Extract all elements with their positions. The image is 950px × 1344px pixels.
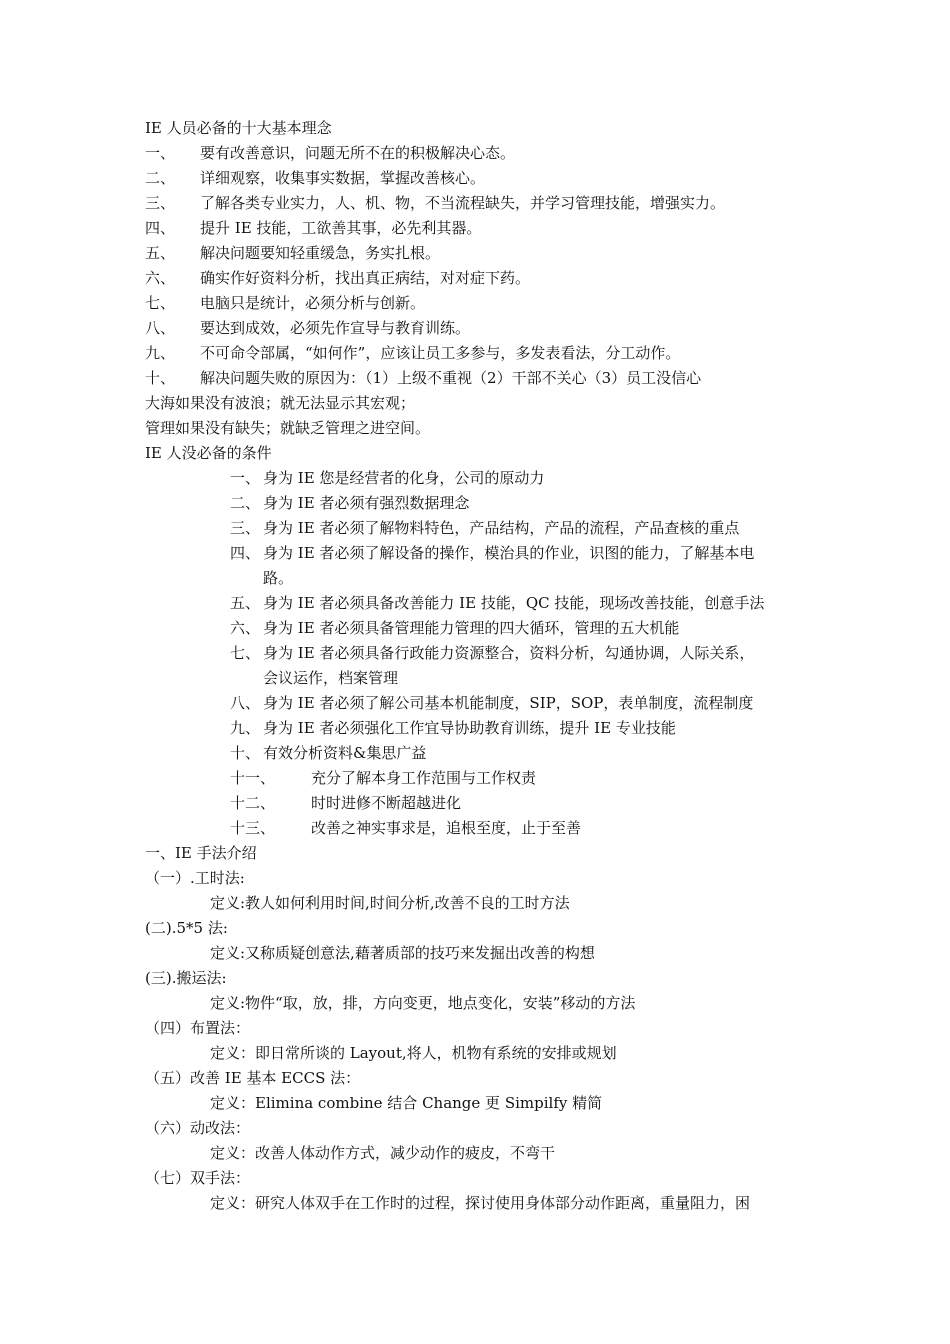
list-item-text: 不可命令部属，“如何作”，应该让员工多参与，多发表看法，分工动作。 — [200, 344, 681, 362]
list-item-number: 七、 — [230, 644, 261, 662]
list-item-number: 四、 — [145, 219, 176, 237]
list-item-number: 二、 — [230, 494, 261, 512]
list-item-text: 身为 IE 您是经营者的化身，公司的原动力 — [263, 469, 545, 487]
method-definition: 定义：即日常所谈的 Layout,将人，机物有系统的安排或规划 — [210, 1044, 617, 1062]
method-heading: (三).搬运法: — [145, 969, 227, 987]
list-item-text: 改善之神实事求是，追根至度，止于至善 — [311, 819, 582, 837]
method-heading: (二).5*5 法: — [145, 919, 228, 937]
list-item-text: 要达到成效，必须先作宣导与教育训练。 — [200, 319, 471, 337]
method-definition: 定义：Elimina combine 结合 Change 更 Simpilfy 精简 — [210, 1094, 603, 1112]
list-item-continuation: 路。 — [263, 569, 294, 587]
list-item-text: 电脑只是统计，必须分析与创新。 — [200, 294, 426, 312]
method-heading: （七）双手法： — [145, 1169, 251, 1187]
list-item-number: 八、 — [145, 319, 176, 337]
list-item-text: 充分了解本身工作范围与工作权责 — [311, 769, 537, 787]
list-item-number: 五、 — [230, 594, 261, 612]
list-item-number: 十、 — [230, 744, 261, 762]
list-item-continuation: 会议运作，档案管理 — [263, 669, 399, 687]
list-item-text: 详细观察，收集事实数据，掌握改善核心。 — [200, 169, 486, 187]
method-heading: （五）改善 IE 基本 ECCS 法： — [145, 1069, 361, 1087]
list-item-text: 身为 IE 者必须有强烈数据理念 — [263, 494, 470, 512]
list-item-number: 十二、 — [230, 794, 276, 812]
list-item-number: 三、 — [230, 519, 261, 537]
method-definition: 定义:又称质疑创意法,藉著质部的技巧来发掘出改善的构想 — [210, 944, 595, 962]
list-item-text: 身为 IE 者必须了解公司基本机能制度，SIP，SOP，表单制度，流程制度 — [263, 694, 754, 712]
list-item-number: 十一、 — [230, 769, 276, 787]
section-title: 一、IE 手法介绍 — [145, 844, 257, 862]
list-item-number: 二、 — [145, 169, 176, 187]
list-item-text: 身为 IE 者必须具备改善能力 IE 技能，QC 技能，现场改善技能，创意手法 — [263, 594, 765, 612]
list-item-number: 十、 — [145, 369, 176, 387]
list-item-text: 了解各类专业实力，人、机、物，不当流程缺失，并学习管理技能，增强实力。 — [200, 194, 726, 212]
note-line: 大海如果没有波浪；就无法显示其宏观； — [145, 394, 416, 412]
list-item-number: 十三、 — [230, 819, 276, 837]
method-heading: （六）动改法： — [145, 1119, 251, 1137]
list-item-number: 四、 — [230, 544, 261, 562]
note-line: 管理如果没有缺失；就缺乏管理之进空间。 — [145, 419, 431, 437]
list-item-number: 三、 — [145, 194, 176, 212]
method-definition: 定义：研究人体双手在工作时的过程，探讨使用身体部分动作距离，重量阻力，困 — [210, 1194, 751, 1212]
list-item-text: 解决问题失败的原因为：（1）上级不重视（2）干部不关心（3）员工没信心 — [200, 369, 702, 387]
list-item-text: 身为 IE 者必须具备管理能力管理的四大循环，管理的五大机能 — [263, 619, 680, 637]
method-definition: 定义:教人如何利用时间,时间分析,改善不良的工时方法 — [210, 894, 570, 912]
list-item-text: 有效分析资料&集思广益 — [263, 744, 427, 762]
list-item-text: 身为 IE 者必须强化工作宜导协助教育训练，提升 IE 专业技能 — [263, 719, 676, 737]
method-heading: （四）布置法： — [145, 1019, 251, 1037]
section-title: IE 人员必备的十大基本理念 — [145, 119, 332, 137]
list-item-text: 身为 IE 者必须了解物料特色，产品结构，产品的流程，产品查核的重点 — [263, 519, 740, 537]
method-heading: （一）.工时法: — [145, 869, 245, 887]
list-item-number: 五、 — [145, 244, 176, 262]
list-item-number: 一、 — [145, 144, 176, 162]
list-item-text: 解决问题要知轻重缓急，务实扎根。 — [200, 244, 441, 262]
list-item-number: 九、 — [230, 719, 261, 737]
list-item-text: 提升 IE 技能，工欲善其事，必先利其器。 — [200, 219, 482, 237]
list-item-number: 八、 — [230, 694, 261, 712]
list-item-number: 六、 — [145, 269, 176, 287]
section-title: IE 人没必备的条件 — [145, 444, 272, 462]
list-item-text: 时时进修不断超越进化 — [311, 794, 462, 812]
list-item-number: 一、 — [230, 469, 261, 487]
list-item-number: 七、 — [145, 294, 176, 312]
method-definition: 定义:物件“取，放，排，方向变更，地点变化，安装”移动的方法 — [210, 994, 636, 1012]
list-item-text: 确实作好资料分析，找出真正病结，对对症下药。 — [200, 269, 531, 287]
list-item-text: 身为 IE 者必须具备行政能力资源整合，资料分析，勾通协调，人际关系， — [263, 644, 755, 662]
method-definition: 定义：改善人体动作方式，减少动作的疲皮，不弯干 — [210, 1144, 556, 1162]
list-item-number: 九、 — [145, 344, 176, 362]
list-item-text: 身为 IE 者必须了解设备的操作，模治具的作业，识图的能力，了解基本电 — [263, 544, 755, 562]
list-item-text: 要有改善意识，问题无所不在的积极解决心态。 — [200, 144, 516, 162]
list-item-number: 六、 — [230, 619, 261, 637]
